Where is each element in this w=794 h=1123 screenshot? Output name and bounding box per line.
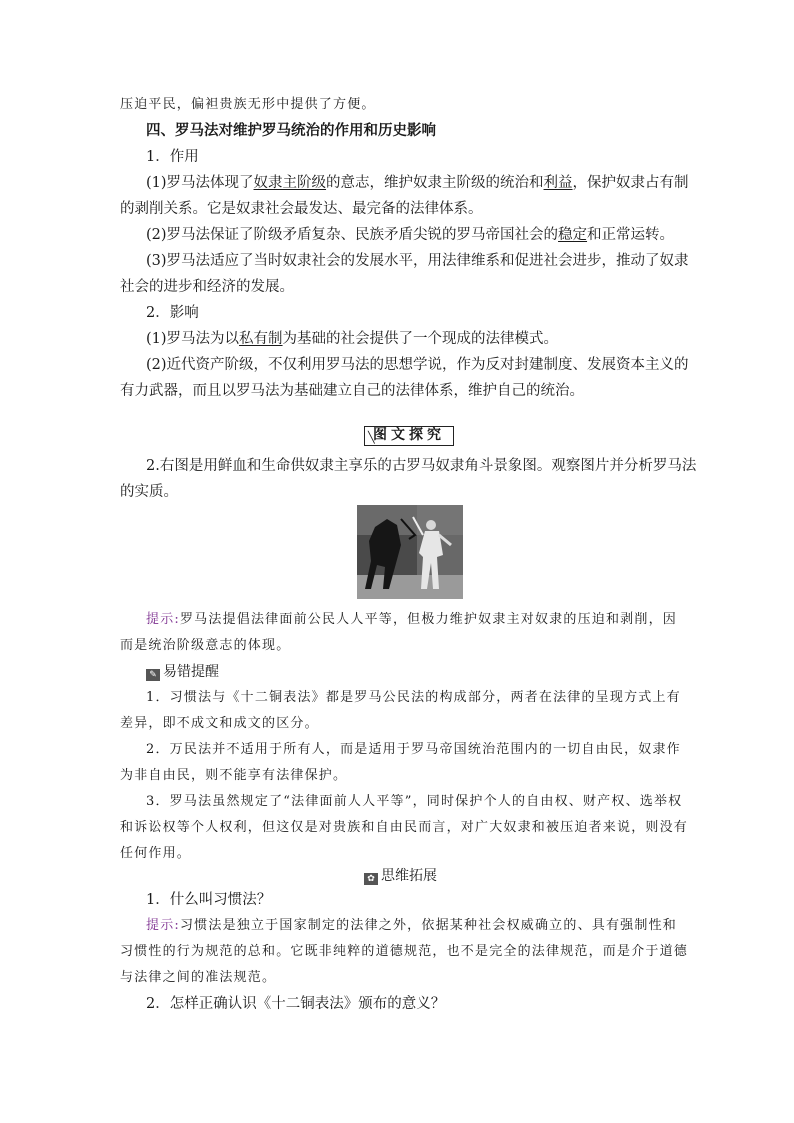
- tip-3-line-2: 和诉讼权等个人权利，但这仅是对贵族和自由民而言，对广大奴隶和被压迫者来说，则没有: [120, 820, 689, 835]
- hint-label: 提示:: [146, 918, 180, 933]
- subheading-influence: 2．影响: [146, 305, 199, 321]
- influence-item-2-line-1: (2)近代资产阶级，不仅利用罗马法的思想学说，作为反对封建制度、发展资本主义的: [146, 357, 689, 373]
- tip-3-line-1: 3．罗马法虽然规定了“法律面前人人平等”，同时保护个人的自由权、财产权、选举权: [146, 794, 683, 809]
- role-item-1-line-1: (1)罗马法体现了奴隶主阶级的意志，维护奴隶主阶级的统治和利益，保护奴隶占有制: [146, 175, 689, 191]
- question-2-line-1: 2.右图是用鲜血和生命供奴隶主享乐的古罗马奴隶角斗景象图。观察图片并分析罗马法: [146, 458, 697, 474]
- gladiator-scene-icon: [357, 505, 463, 599]
- think-title: ✿ 思维拓展: [364, 866, 484, 886]
- think-icon: ✿: [364, 873, 378, 885]
- tips-title: ✎ 易错提醒: [146, 662, 706, 682]
- role-item-1-line-2: 的剥削关系。它是奴隶社会最发达、最完备的法律体系。: [120, 201, 483, 217]
- corner-mark-icon: ╲: [368, 431, 375, 444]
- underlined-term: 私有制: [239, 331, 283, 347]
- influence-item-1: (1)罗马法为以私有制为基础的社会提供了一个现成的法律模式。: [146, 331, 559, 347]
- tip-1-line-1: 1．习惯法与《十二铜表法》都是罗马公民法的构成部分，两者在法律的呈现方式上有: [146, 690, 681, 705]
- question-2-line-2: 的实质。: [120, 484, 178, 500]
- tip-1-line-2: 差异，即不成文和成文的区分。: [120, 716, 319, 731]
- hint-1-line-2: 而是统治阶级意志的体现。: [120, 638, 291, 653]
- hint-1-line-1: 提示:罗马法提倡法律面前公民人人平等，但极力维护奴隶主对奴隶的压迫和剥削，因: [146, 612, 677, 627]
- influence-item-2-line-2: 有力武器，而且以罗马法为基础建立自己的法律体系，维护自己的统治。: [120, 383, 584, 399]
- think-question-1: 1．什么叫习惯法？: [146, 892, 272, 908]
- answer-1-line-1: 提示:习惯法是独立于国家制定的法律之外，依据某种社会权威确立的、具有强制性和: [146, 918, 677, 933]
- section-badge-picture-inquiry: ╲ 图文探究: [364, 426, 454, 446]
- think-question-2: 2．怎样正确认识《十二铜表法》颁布的意义？: [146, 996, 446, 1012]
- underlined-term: 稳定: [558, 227, 588, 243]
- tip-2-line-2: 为非自由民，则不能享有法律保护。: [120, 768, 348, 783]
- tip-3-line-3: 任何作用。: [120, 846, 192, 861]
- tips-icon: ✎: [146, 669, 160, 681]
- underlined-term: 奴隶主阶级: [253, 175, 327, 191]
- hint-label: 提示:: [146, 612, 180, 627]
- role-item-3-line-2: 社会的进步和经济的发展。: [120, 279, 294, 295]
- role-item-3-line-1: (3)罗马法适应了当时奴隶社会的发展水平，用法律维系和促进社会进步，推动了奴隶: [146, 253, 689, 269]
- answer-1-line-2: 习惯性的行为规范的总和。它既非纯粹的道德规范，也不是完全的法律规范，而是介于道德: [120, 944, 689, 959]
- underlined-term: 利益: [543, 175, 573, 191]
- gladiator-photo: [357, 505, 463, 599]
- paragraph-continuation: 压迫平民，偏袒贵族无形中提供了方便。: [120, 97, 376, 112]
- role-item-2: (2)罗马法保证了阶级矛盾复杂、民族矛盾尖锐的罗马帝国社会的稳定和正常运转。: [146, 227, 675, 243]
- answer-1-line-3: 与法律之间的准法规范。: [120, 970, 277, 985]
- section-heading: 四、罗马法对维护罗马统治的作用和历史影响: [146, 122, 436, 139]
- subheading-role: 1．作用: [146, 149, 199, 165]
- tip-2-line-1: 2．万民法并不适用于所有人，而是适用于罗马帝国统治范围内的一切自由民，奴隶作: [146, 742, 681, 757]
